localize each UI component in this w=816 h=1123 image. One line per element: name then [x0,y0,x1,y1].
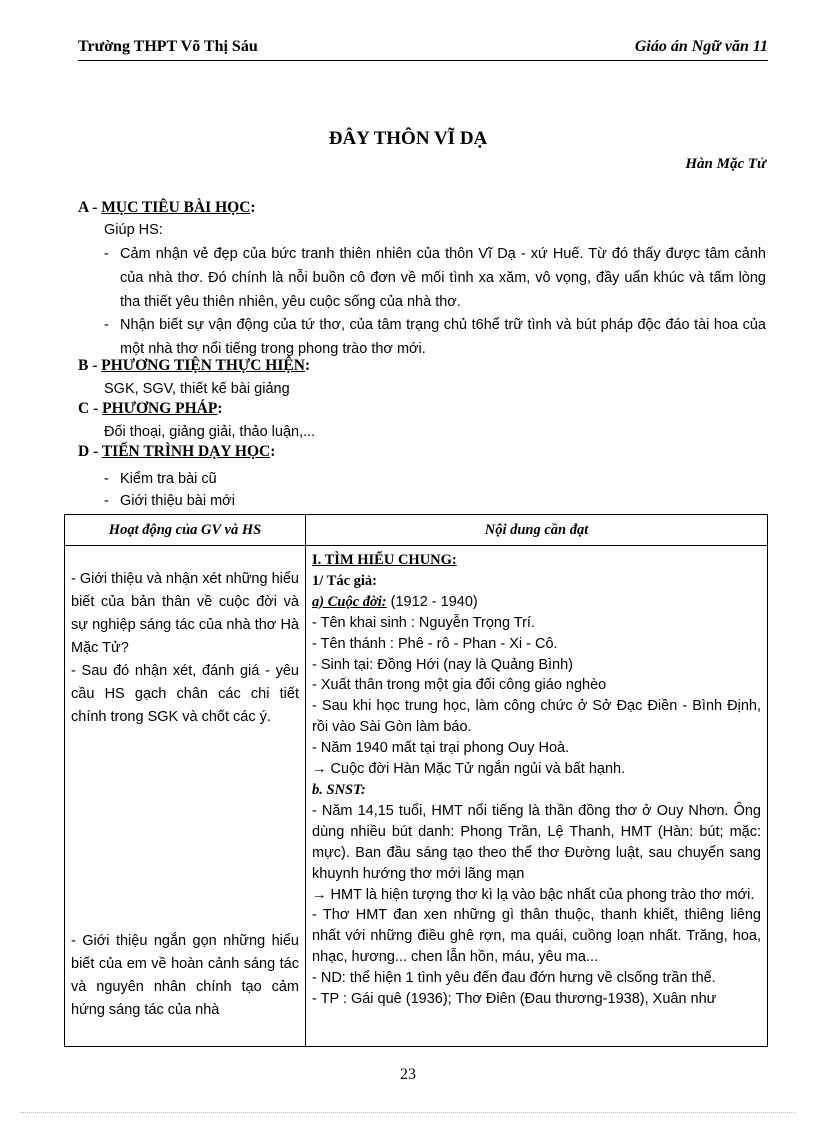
activities-cell [65,546,306,1047]
subheading-author: 1/ Tác giả: [312,572,377,589]
activity-text-1: - Giới thiệu và nhận xét những hiểu biết của bản thân về cuộc đời và sự nghiệp sáng tác của nhà thơ Hà Mặc Tử? [71,571,299,656]
bullet-text: Cảm nhận vẻ đẹp của bức tranh thiên nhiên của thôn Vĩ Dạ - xứ Huế. Từ đó thấy được tâm cảnh của nhà thơ. Đó chính là nỗi buồn cô đơn về mối tình xa xăm, vô vọng, đầy uẩn khúc và tấm lòng tha thiết yêu thiên nhiên, yêu cuộc sống của nhà thơ. [120,246,766,310]
content-heading-text: I. TÌM HIỂU CHUNG: [312,552,457,568]
lesson-table [64,514,768,1047]
section-a-heading [78,199,256,217]
section-d-bullet-2 [104,489,766,513]
life-label: a) Cuộc đời: [312,593,387,610]
bullet-text: Nhận biết sự vận động của tứ thơ, của tâm trạng chủ t6hể trữ tình và bút pháp độc đáo tài hoa của một nhà thơ nổi tiếng trong phong trào thơ mới. [120,317,766,357]
activity-text-3: - Giới thiệu ngắn gọn những hiểu biết của em về hoàn cảnh sáng tác và nguyên nhân chính tạo cảm hứng sáng tác của nhà [71,933,299,1018]
bullet-dash: - [104,493,109,509]
section-b-suffix: : [304,357,311,374]
section-c-heading [78,400,223,418]
subject-name: Giáo án Ngữ văn 11 [634,38,768,55]
content-heading [312,550,761,571]
section-a-prefix: A - [78,199,102,216]
section-a-intro: Giúp HS: [104,222,163,238]
page-bottom-divider [20,1112,796,1113]
page-number: 23 [400,1066,416,1083]
content-line: - Tên thánh : Phê - rô - Phan - Xi - Cô. [312,635,558,652]
section-c-prefix: C - [78,400,103,417]
content-line: → HMT là hiện tượng thơ kì lạ vào bậc nhất của phong trào thơ mới. [312,886,755,903]
content-line: - Sau khi học trung học, làm công chức ở Sở Đạc Điền - Bình Định, rồi vào Sài Gòn làm báo. [312,698,761,736]
bullet-dash: - [104,317,109,333]
section-a-bullet-2 [104,313,766,361]
section-d-heading [78,443,275,461]
content-line: - Thơ HMT đan xen những gì thân thuộc, thanh khiết, thiêng liêng nhất với những điều ghê rợn, ma quái, cuồng loạn nhất. Trăng, hoa, nhạc, hương... chen lẫn hồn, máu, yêu ma... [312,907,761,966]
school-name: Trường THPT Võ Thị Sáu [78,38,258,55]
section-d-bullet-1 [104,467,766,491]
table-row [65,546,768,1047]
section-a-bullet-1 [104,242,766,314]
section-d-suffix: : [270,443,276,460]
life-line [312,592,761,613]
bullet-text: Giới thiệu bài mới [120,493,235,509]
table-header-row [65,515,768,546]
content-block [306,546,767,1010]
section-b-prefix: B - [78,357,102,374]
table-header-activities: Hoạt động của GV và HS [65,515,306,546]
content-line: - Năm 1940 mất tại trại phong Ouy Hoà. [312,740,570,757]
bullet-text: Kiểm tra bài cũ [120,471,217,487]
bullet-dash: - [104,471,109,487]
subheading-snst: b. SNST: [312,781,366,798]
bullet-dash: - [104,246,109,262]
section-c-label: PHƯƠNG PHÁP [102,400,218,417]
author-name: Hàn Mặc Tử [685,156,766,172]
activity-text-2: - Sau đó nhận xét, đánh giá - yêu cầu HS gạch chân các chi tiết chính trong SGK và chốt các ý. [71,663,299,725]
page-header [78,36,768,61]
section-a-suffix: : [250,199,256,216]
lesson-title: ĐÂY THÔN VĨ DẠ [328,128,488,149]
section-a-label: MỤC TIÊU BÀI HỌC [101,199,251,216]
section-b-heading [78,357,310,375]
content-cell [306,546,768,1047]
section-d-label: TIẾN TRÌNH DẠY HỌC [101,443,271,460]
content-line: - Xuất thân trong một gia đối công giáo nghèo [312,677,607,694]
section-d-prefix: D - [78,443,102,460]
content-line: - TP : Gái quê (1936); Thơ Điên (Đau thương-1938), Xuân như [312,991,717,1008]
content-line: - Năm 14,15 tuổi, HMT nổi tiếng là thần đồng thơ ở Ouy Nhơn. Ông dùng nhiều bút danh: Phong Trần, Lệ Thanh, HMT (Hàn: bút; mặc: mực). Ban đầu sáng tạo theo thể thơ Đường luật, sau chuyển sang khuynh hướng thơ mới lãng mạn [312,802,761,882]
content-line: - ND: thể hiện 1 tình yêu đến đau đớn hưng về clsống trần thế. [312,970,716,987]
content-line: - Tên khai sinh : Nguyễn Trọng Trí. [312,614,535,631]
section-c-suffix: : [217,400,223,417]
table-header-content: Nội dung cần đạt [306,515,768,546]
section-b-label: PHƯƠNG TIỆN THỰC HIỆN [101,357,305,374]
content-line: → Cuộc đời Hàn Mặc Tử ngắn ngủi và bất hạnh. [312,761,626,778]
content-line: - Sinh tại: Đồng Hới (nay là Quảng Bình) [312,656,573,673]
section-c-text: Đối thoại, giảng giải, thảo luận,... [104,424,316,440]
section-b-text: SGK, SGV, thiết kế bài giảng [104,381,290,397]
life-years: (1912 - 1940) [386,593,478,610]
